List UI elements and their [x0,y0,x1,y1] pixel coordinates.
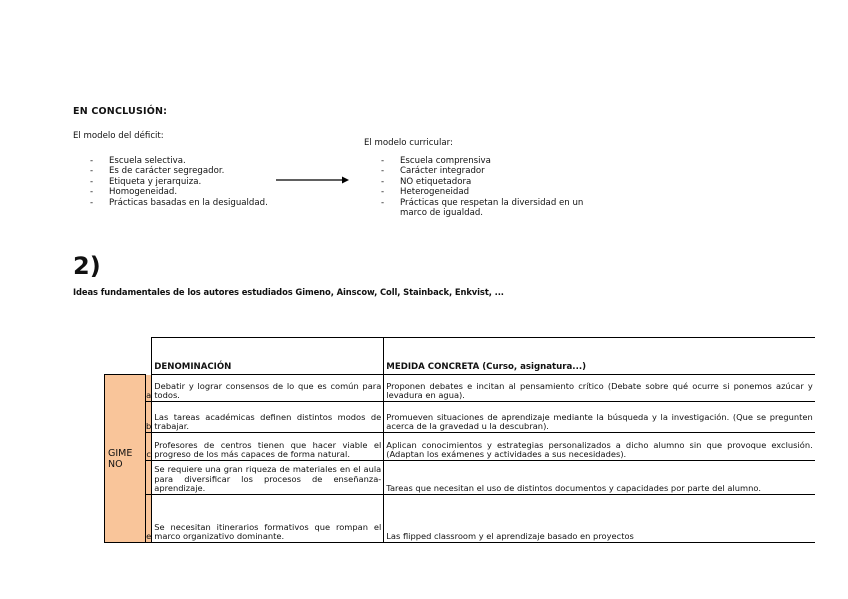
row-letter: e [146,495,152,543]
denominacion-cell: Se requiere una gran riqueza de materiales en el aula para diversificar los procesos de enseñanza-aprendizaje. [152,461,384,495]
medida-cell: Proponen debates e incitan al pensamiento crítico (Debate sobre qué ocurre si ponemos azúcar y levadura en agua). [384,375,815,402]
denominacion-header: DENOMINACIÓN [152,338,384,375]
row-letter: c [146,433,152,461]
list-item: - Escuela comprensiva [381,156,606,166]
author-cell: GIME NO [105,375,146,543]
curricular-model-list [381,156,606,218]
table-header-row [105,338,815,375]
denominacion-cell: Profesores de centros tienen que hacer viable el progreso de los más capaces de forma natural. [152,433,384,461]
row-letter: b [146,402,152,433]
list-item: - Carácter integrador [381,166,606,176]
section-subtitle: Ideas fundamentales de los autores estudiados Gimeno, Ainscow, Coll, Stainback, Enkvist, ... [73,287,504,297]
deficit-model-heading: El modelo del déficit: [73,131,164,141]
medida-cell: Tareas que necesitan el uso de distintos documentos y capacidades por parte del alumno. [384,461,815,495]
list-item: - Homogeneidad. [90,187,320,197]
row-letter: a [146,375,152,402]
section-number: 2) [73,252,101,280]
list-item: - Es de carácter segregador. [90,166,320,176]
table-row [105,495,815,543]
list-item: - Etiqueta y jerarquiza. [90,177,320,187]
list-item: - NO etiquetadora [381,177,606,187]
table-row [105,375,815,402]
medida-cell: Aplican conocimientos y estrategias personalizados a dicho alumno sin que provoque exclusión. (Adaptan los exámenes y actividades a sus necesidades). [384,433,815,461]
conclusion-title: EN CONCLUSIÓN: [73,106,168,117]
list-item: - Escuela selectiva. [90,156,320,166]
table-row [105,433,815,461]
medida-cell: Promueven situaciones de aprendizaje mediante la búsqueda y la investigación. (Que se pregunten acerca de la gravedad u la descubran). [384,402,815,433]
denominacion-cell: Se necesitan itinerarios formativos que rompan el marco organizativo dominante. [152,495,384,543]
list-item: - Prácticas que respetan la diversidad en un marco de igualdad. [381,198,606,219]
right-arrow-icon [276,175,350,185]
table-row [105,402,815,433]
blank-header-cell [105,338,146,375]
denominacion-cell: Debatir y lograr consensos de lo que es común para todos. [152,375,384,402]
denominacion-cell: Las tareas académicas definen distintos modos de trabajar. [152,402,384,433]
list-item: - Heterogeneidad [381,187,606,197]
medida-cell: Las flipped classroom y el aprendizaje basado en proyectos [384,495,815,543]
table-row [105,461,815,495]
curricular-model-heading: El modelo curricular: [364,138,453,148]
list-item: - Prácticas basadas en la desigualdad. [90,198,320,208]
medida-header: MEDIDA CONCRETA (Curso, asignatura...) [384,338,815,375]
authors-table [104,337,815,543]
